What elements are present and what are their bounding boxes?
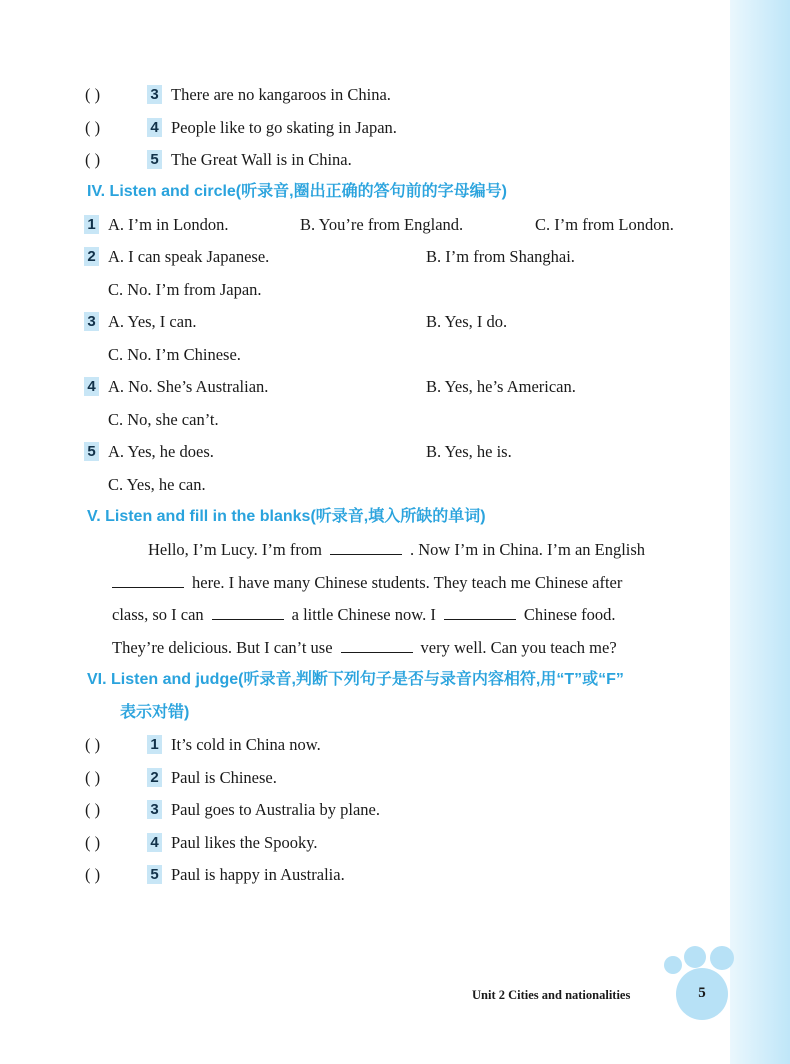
blank-5[interactable] [341, 638, 413, 653]
option-c[interactable]: C. No. I’m Chinese. [108, 345, 241, 364]
paw-toe-icon [684, 946, 706, 968]
option-a[interactable]: A. Yes, I can. [108, 312, 197, 331]
option-c[interactable]: C. No, she can’t. [108, 410, 219, 429]
section-heading-vi-continued: 表示对错) [120, 704, 190, 721]
option-a[interactable]: A. No. She’s Australian. [108, 377, 269, 396]
passage-text: class, so I can [112, 605, 204, 624]
item-number: 4 [147, 833, 162, 852]
page-number: 5 [698, 985, 706, 1001]
footer-unit-title: Unit 2 Cities and nationalities [472, 988, 631, 1002]
option-b[interactable]: B. Yes, he is. [426, 442, 512, 461]
passage-text: . Now I’m in China. I’m an English [409, 540, 646, 559]
blank-2[interactable] [112, 573, 184, 588]
item-number: 2 [147, 768, 162, 787]
option-c[interactable]: C. I’m from London. [535, 215, 674, 234]
item-number: 3 [147, 85, 162, 104]
passage-text: Chinese food. [523, 605, 616, 624]
statement-text: There are no kangaroos in China. [171, 85, 391, 104]
side-decoration-band [730, 0, 790, 1064]
section-heading-vi: VI. Listen and judge(听录音,判断下列句子是否与录音内容相符,用“T”或“F” [87, 671, 624, 688]
paw-toe-icon [710, 946, 734, 970]
answer-parentheses[interactable]: ( ) [85, 865, 101, 884]
section-heading-v: V. Listen and fill in the blanks(听录音,填入所缺的单词) [87, 508, 486, 525]
answer-parentheses[interactable]: ( ) [85, 85, 101, 104]
answer-parentheses[interactable]: ( ) [85, 833, 101, 852]
answer-parentheses[interactable]: ( ) [85, 768, 101, 787]
passage-text: a little Chinese now. I [291, 605, 436, 624]
option-c[interactable]: C. Yes, he can. [108, 475, 206, 494]
option-b[interactable]: B. Yes, he’s American. [426, 377, 576, 396]
passage-line [112, 638, 617, 658]
item-number: 1 [147, 735, 162, 754]
passage-text: here. I have many Chinese students. They teach me Chinese after [192, 573, 623, 592]
item-number: 4 [147, 118, 162, 137]
blank-4[interactable] [444, 605, 516, 620]
answer-parentheses[interactable]: ( ) [85, 735, 101, 754]
option-a[interactable]: A. I’m in London. [108, 215, 229, 234]
passage-line [112, 605, 616, 625]
answer-parentheses[interactable]: ( ) [85, 800, 101, 819]
option-c[interactable]: C. No. I’m from Japan. [108, 280, 262, 299]
option-b[interactable]: B. You’re from England. [300, 215, 464, 234]
statement-text: The Great Wall is in China. [171, 150, 352, 169]
item-number: 1 [84, 215, 99, 234]
item-number: 5 [84, 442, 99, 461]
statement-text: Paul goes to Australia by plane. [171, 800, 380, 819]
item-number: 4 [84, 377, 99, 396]
option-b[interactable]: B. Yes, I do. [426, 312, 508, 331]
paw-toe-icon [664, 956, 682, 974]
statement-text: Paul is Chinese. [171, 768, 277, 787]
option-a[interactable]: A. Yes, he does. [108, 442, 214, 461]
item-number: 5 [147, 150, 162, 169]
item-number: 3 [84, 312, 99, 331]
item-number: 3 [147, 800, 162, 819]
passage-text: They’re delicious. But I can’t use [112, 638, 333, 657]
answer-parentheses[interactable]: ( ) [85, 118, 101, 137]
statement-text: People like to go skating in Japan. [171, 118, 397, 137]
section-heading-iv: IV. Listen and circle(听录音,圈出正确的答句前的字母编号) [87, 183, 507, 200]
statement-text: Paul is happy in Australia. [171, 865, 345, 884]
answer-parentheses[interactable]: ( ) [85, 150, 101, 169]
blank-1[interactable] [330, 540, 402, 555]
option-b[interactable]: B. I’m from Shanghai. [426, 247, 575, 266]
passage-text: Hello, I’m Lucy. I’m from [148, 540, 322, 559]
passage-text: very well. Can you teach me? [420, 638, 617, 657]
item-number: 5 [147, 865, 162, 884]
option-a[interactable]: A. I can speak Japanese. [108, 247, 270, 266]
passage-line [148, 540, 645, 560]
passage-line [104, 573, 622, 593]
blank-3[interactable] [212, 605, 284, 620]
statement-text: It’s cold in China now. [171, 735, 321, 754]
statement-text: Paul likes the Spooky. [171, 833, 318, 852]
item-number: 2 [84, 247, 99, 266]
